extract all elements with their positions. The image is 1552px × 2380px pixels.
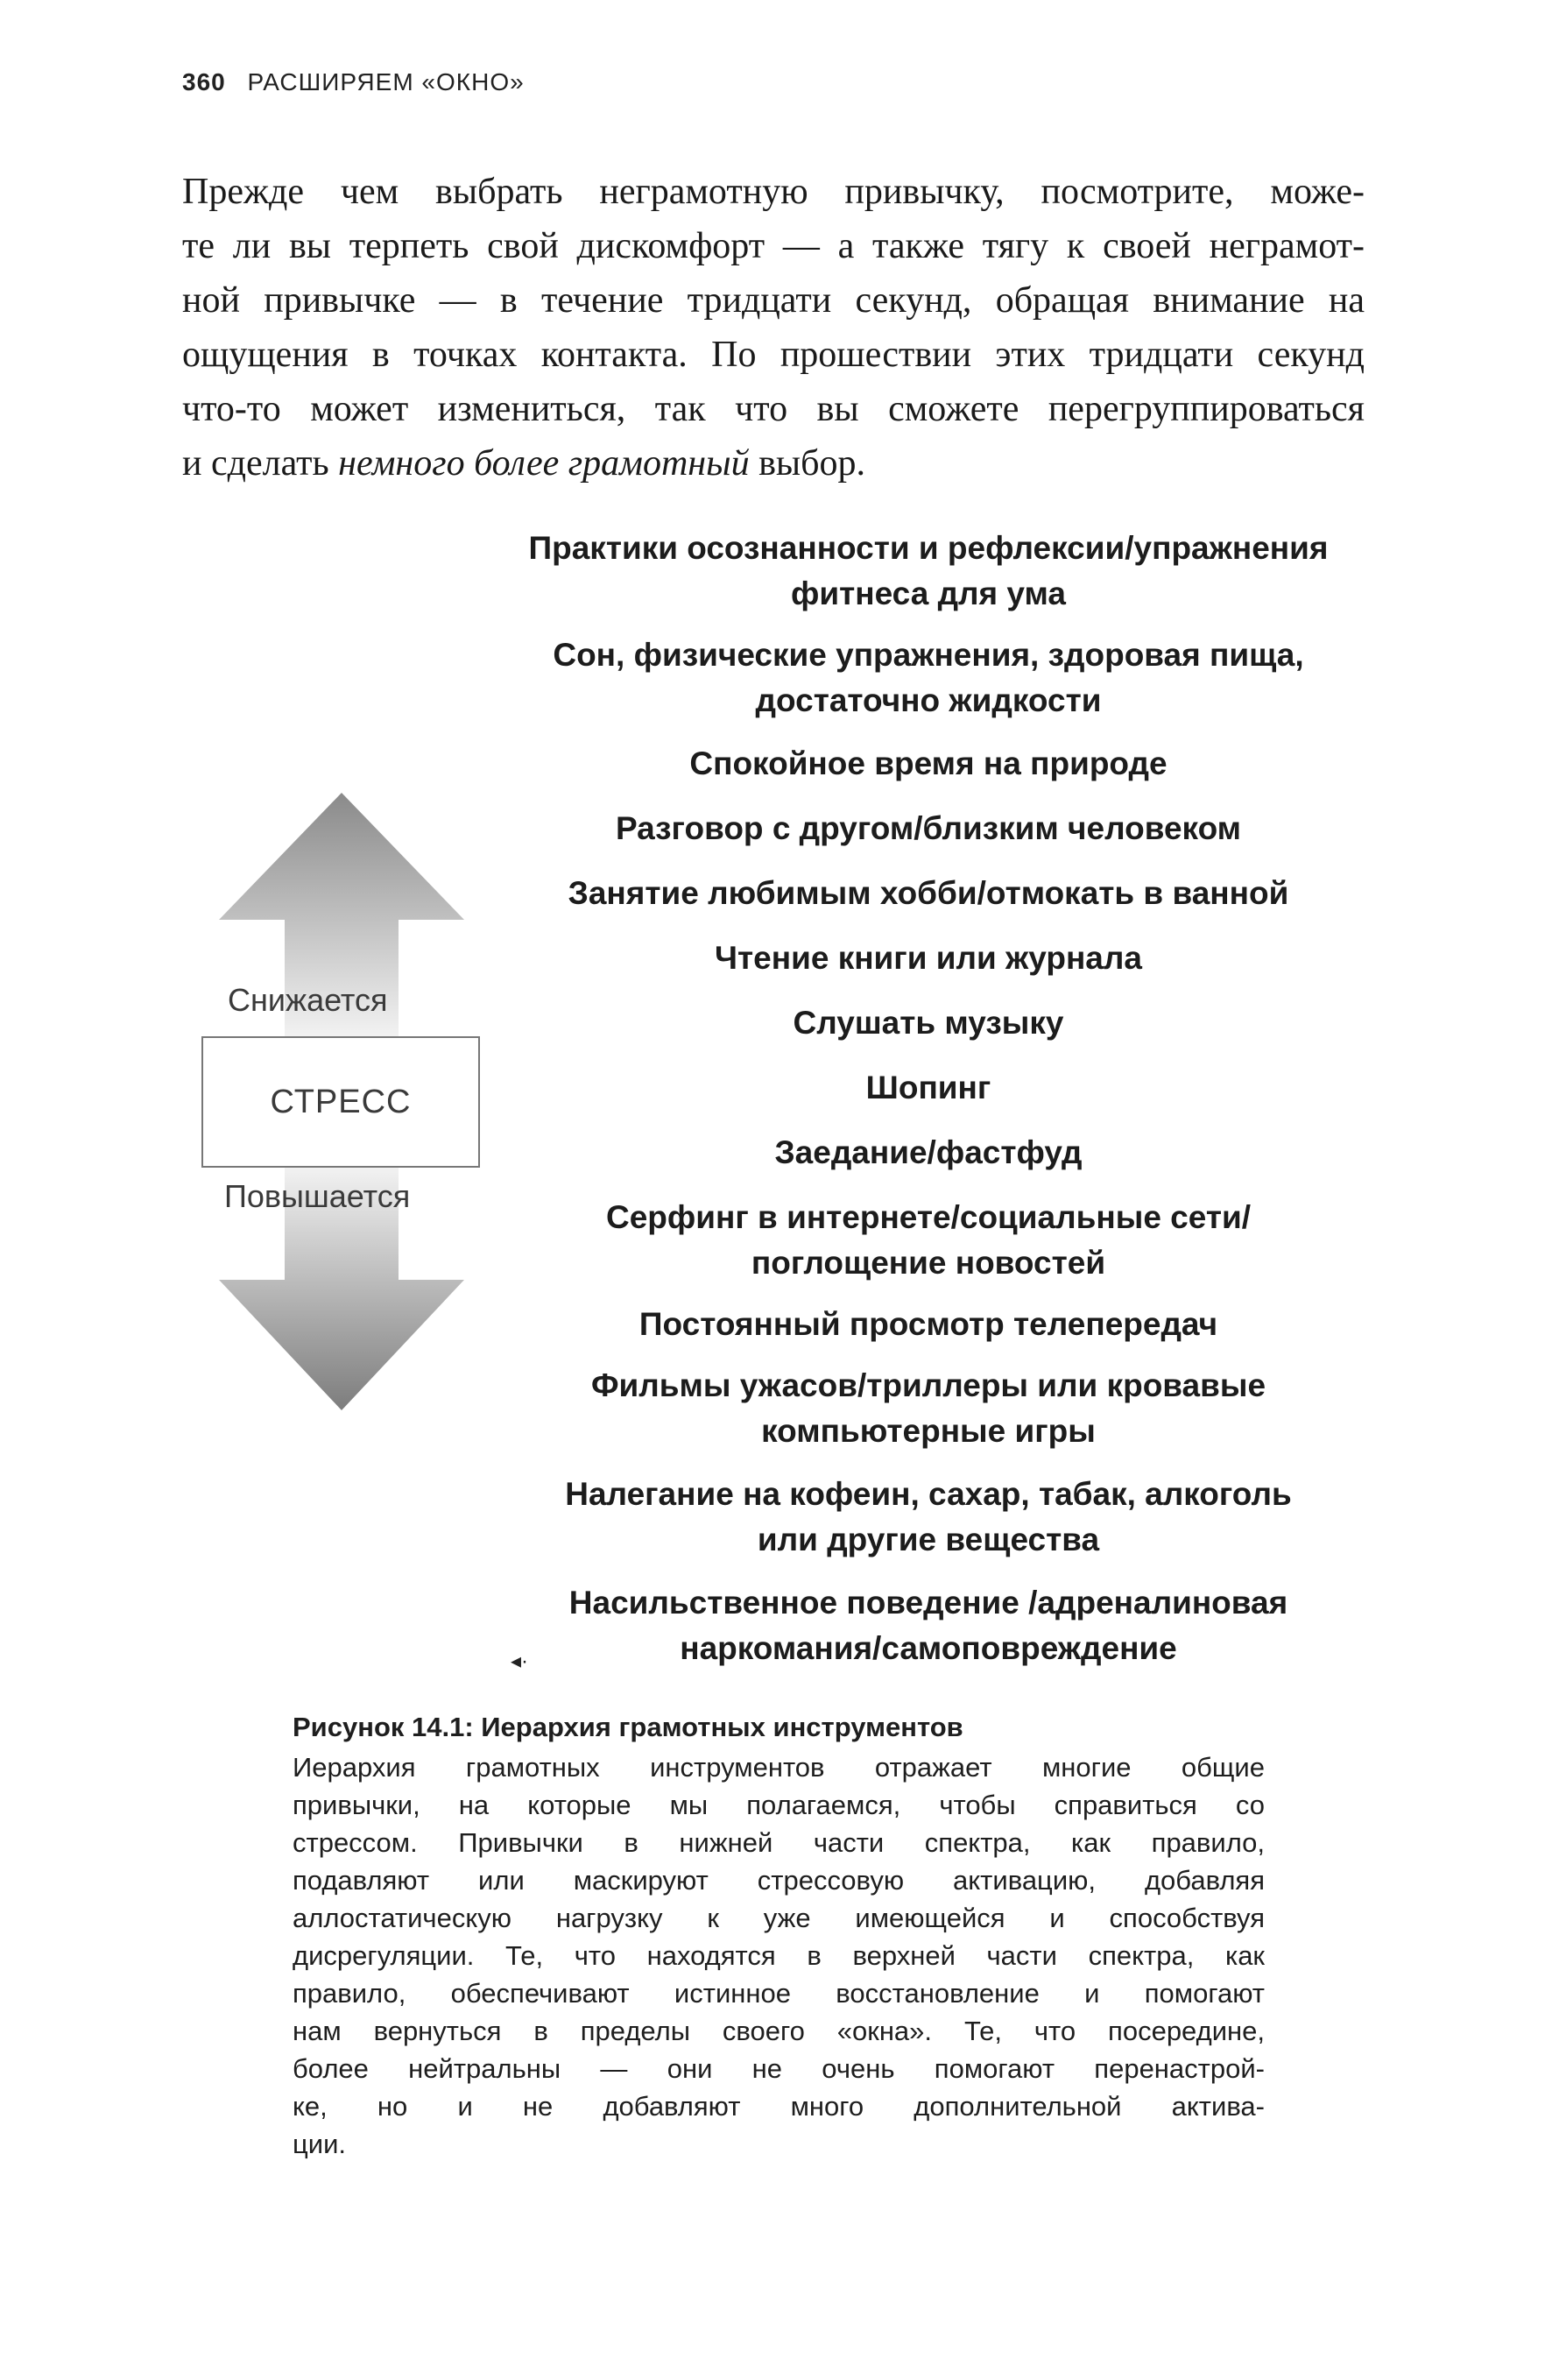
intro-emphasis: немного более грамотный [338,443,750,484]
intro-line: те ли вы терпеть свой дискомфорт — а также тягу к своей неграмот- [182,226,1365,266]
stress-arrow [201,793,482,1423]
list-item-line: Заедание/фастфуд [774,1134,1083,1170]
list-item-line: Сон, физические упражнения, здоровая пища, [553,637,1304,673]
list-item [490,871,1366,916]
list-item-line: Слушать музыку [793,1005,1064,1041]
list-item-line: Чтение книги или журнала [715,940,1142,976]
list-item-line: поглощение новостей [751,1245,1106,1281]
caption-line: подавляют или маскируют стрессовую активацию, добавляя [293,1865,1265,1896]
list-item-line: компьютерные игры [761,1413,1096,1449]
caption-line: аллостатическую нагрузку к уже имеющейся и способствуя [293,1903,1265,1933]
print-mark-icon: ◂· [511,1649,529,1673]
list-item-line: Фильмы ужасов/триллеры или кровавые [590,1367,1266,1403]
list-item [490,1472,1366,1563]
stress-box [201,1036,480,1168]
intro-line: что-то может измениться, так что вы сможете перегруппироваться [182,389,1365,429]
list-item-line: Спокойное время на природе [689,745,1168,781]
list-item [490,1302,1366,1347]
intro-line: ной привычке — в течение тридцати секунд, обращая внимание на [182,280,1365,321]
list-item-line: Налегание на кофеин, сахар, табак, алкоголь [565,1476,1292,1512]
intro-last-line [182,436,1365,491]
decreases-label: Снижается [228,982,388,1018]
intro-line: Прежде чем выбрать неграмотную привычку, посмотрите, може- [182,172,1365,212]
caption-text [293,1748,1265,2163]
list-item-line: наркомания/самоповреждение [680,1630,1177,1666]
list-item [490,1000,1366,1046]
list-item [490,741,1366,787]
list-item [490,936,1366,981]
increases-label: Повышается [224,1178,411,1214]
list-item-line: Серфинг в интернете/социальные сети/ [605,1199,1251,1235]
stress-label: СТРЕСС [270,1084,412,1120]
running-title: РАСШИРЯЕМ «ОКНО» [247,68,525,95]
caption-line: дисрегуляции. Те, что находятся в верхней части спектра, как [293,1940,1265,1971]
list-item-line: Шопинг [865,1070,991,1105]
list-item-line: Занятие любимым хобби/отмокать в ванной [568,875,1289,911]
list-item-line: Практики осознанности и рефлексии/упражнения [528,530,1329,566]
coping-tools-list [490,526,1366,1671]
caption-line: привычки, на которые мы полагаемся, чтобы справиться со [293,1790,1265,1820]
list-item [490,632,1366,724]
list-item [490,1130,1366,1176]
list-item [490,1065,1366,1111]
list-item [490,1363,1366,1454]
caption-line: правило, обеспечивают истинное восстановление и помогают [293,1978,1265,2009]
caption-line: нам вернуться в пределы своего «окна». Те, что посередине, [293,2016,1265,2046]
list-item [490,1580,1366,1671]
list-item [490,526,1366,617]
intro-paragraph [182,165,1365,491]
list-item-line: Разговор с другом/близким человеком [615,810,1242,846]
list-item [490,806,1366,851]
figure-caption [293,1710,1265,2163]
caption-line: более нейтральны — они не очень помогают перенастрой- [293,2053,1265,2084]
caption-line: Иерархия грамотных инструментов отражает многие общие [293,1752,1265,1783]
caption-line: стрессом. Привычки в нижней части спектра, как правило, [293,1827,1265,1858]
list-item-line: Постоянный просмотр телепередач [638,1306,1218,1342]
intro-line: ощущения в точках контакта. По прошествии этих тридцати секунд [182,335,1365,375]
intro-last-suffix: выбор. [749,443,866,484]
caption-title: Рисунок 14.1: Иерархия грамотных инструментов [293,1712,963,1742]
page-number: 360 [182,68,226,95]
caption-line: ке, но и не добавляют много дополнительной актива- [293,2091,1265,2122]
list-item-line: достаточно жидкости [755,682,1102,718]
caption-line: ции. [293,2129,347,2159]
list-item-line: или другие вещества [757,1522,1100,1557]
list-item [490,1195,1366,1286]
running-header [182,68,525,96]
list-item-line: Насильственное поведение /адреналиновая [568,1585,1288,1621]
list-item-line: фитнеса для ума [791,576,1066,611]
intro-last-prefix: и сделать [182,443,339,484]
